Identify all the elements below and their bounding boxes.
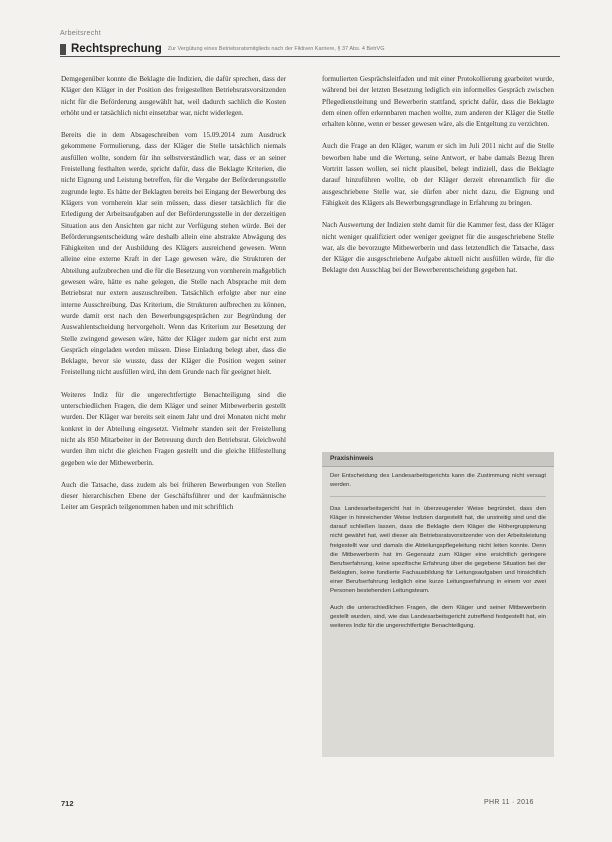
page-header xyxy=(60,42,560,57)
practice-note-paragraph: Auch die unterschiedlichen Fragen, die dem Kläger und seiner Mitbewerberin gestellt wurden, sind, wie das Landesarbeitsgericht zutreffend festgestellt hat, ein weiteres Indiz für die ungerechtfertigte Benachteiligung. xyxy=(330,605,546,630)
page-number: 712 xyxy=(61,799,74,808)
right-column xyxy=(322,74,554,288)
left-column xyxy=(61,74,286,525)
right-paragraph-3: Nach Auswertung der Indizien steht damit für die Kammer fest, dass der Kläger nicht weniger qualifiziert oder weniger geeignet für die ausgeschriebene Stelle war, als die bevorzugte Mitbewerberin und dass letztendlich die Tatsache, dass der Kläger die ausgeschriebene Aufgabe aktuell nicht ausfüllen würde, für die Beklagte den Ausschlag bei der Bewerberentscheidung gegeben hat. xyxy=(322,221,554,275)
practice-note-body xyxy=(322,467,554,631)
left-paragraph-1: Demgegenüber konnte die Beklagte die Indizien, die dafür sprechen, dass der Kläger den Kläger in der Position des freigestellten Betriebsratsvorsitzenden nicht für die Beförderung ausgewählt hat, weil dadurch sachlich die Kosten erhöht und er tatsächlich nicht einsetzbar war, nicht widerlegen. xyxy=(61,75,286,117)
header-subtitle: Zur Vergütung eines Betriebsratsmitglieds nach der Fiktiven Karriere, § 37 Abs. 4 BetrVG xyxy=(167,46,385,52)
left-paragraph-3: Weiteres Indiz für die ungerechtfertigte Benachteiligung sind die unterschiedlichen Fragen, die dem Kläger und seiner Mitbewerberin gestellt wurden. Der Kläger war bereits seit einem Jahr und drei Monaten nicht mehr konkret in der Abteilung eingesetzt. Vielmehr standen seit der Freistellung nicht als 850 Mitarbeiter in der Betreuung durch den Betriebsrat. Gleichwohl wurden ihm nicht die gleichen Fragen gestellt und die gleiche Hilfestellung gegeben wie der Mitbewerberin. xyxy=(61,390,286,467)
issue-reference: PHR 11 · 2016 xyxy=(484,799,534,806)
left-paragraph-4: Auch die Tatsache, dass zudem als bei früheren Bewerbungen von Stellen dieser hierarchischen Ebene der Geschäftsführer und der kaufmännische Leiter am Gespräch teilgenommen haben und mit schriftlich xyxy=(61,480,286,512)
right-paragraph-2: Auch die Frage an den Kläger, warum er sich im Juli 2011 nicht auf die Stelle beworben habe und die Wertung, seine Antwort, er habe damals Bezug Ihren Vortritt lassen wollen, sei nicht plausibel, belegt indiziell, dass die Beklagte darauf hinzuführen wollte, ob der Kläger derzeit ehrenamtlich für die ausgeschriebene Stelle war, sie dürfen aber nicht dazu, die Eignung und Fähigkeit des Klägers als Bewerbungsgrundlage in Erfahrung zu bringen. xyxy=(322,142,554,207)
header-marker xyxy=(60,44,66,55)
practice-note-heading: Praxishinweis xyxy=(322,452,554,467)
practice-note-box xyxy=(322,452,554,757)
right-paragraph-1: formulierten Gesprächsleitfaden und mit einer Protokollierung gearbeitet wurde, während bei der letzten Besetzung lediglich ein informelles Gespräch zwischen Pflegedienstleitung und Bewerberin stattfand, spricht dafür, dass die Beklagte dem einen offen erkennbaren machen wollte, zum anderen der Kläger die Stelle erhalten könne, wenn er besser gewesen wäre, als die Entgeltung zu verzichten. xyxy=(322,75,554,129)
left-paragraph-2: Bereits die in dem Absageschreiben vom 15.09.2014 zum Ausdruck gekommene Formulierung, dass der Kläger die Stelle tatsächlich niemals ausfüllen wollte, sondern für ihn selbstverständlich war, dass er an seiner Freistellung festhalten werde, spricht dafür, dass die Beklagte Kriterien, die nicht Eignung und Leistung betreffen, für die Vergabe der Beförderungsstelle zugrunde legte. Es hätte der Beklagten bereits bei Eingang der Bewerbung des Klägers von vornherein klar sein müssen, dass dieser tatsächlich für die Erledigung der Arbeitsaufgaben auf der Beförderungsstelle in der derzeitigen Situation aus den Ansichten gar nicht zur Verfügung stehen würde. Bei der Beförderungsentscheidung wäre deshalb allein eine abstrakte Abwägung des Fähigkeiten und der Ausbildung des Klägers ausreichend gewesen. Wenn alleine eine externe Kraft in der Lage gewesen wäre, die Strukturen der Abteilung aufzubrechen und die für die Besetzung von vornherein maßgeblich gewesen wäre, hätte es nahe gelegen, die Stelle nach Absprache mit dem Betriebsrat nur extern auszuschreiben. Tatsächlich erfolgte aber nur eine interne Ausschreibung. Das Kriterium, die Strukturen aufbrechen zu können, wurde damit erst nach den Bewerbungsgesprächen zur Begründung der Auswahlentscheidung hervorgeholt. Wenn das Kriterium zur Besetzung der Stelle zwingend gewesen wäre, hätte der Kläger zudem gar nicht erst zum Gespräch eingeladen werden müssen. Diese Einladung belegt aber, dass die Beklagte, bevor sie wusste, dass der Kläger die Position wegen seiner Freistellung nicht ausfüllen wird, ihn dem Grunde nach für geeignet hielt. xyxy=(61,131,286,377)
practice-note-lead: Der Entscheidung des Landesarbeitsgerichts kann die Zustimmung nicht versagt werden. xyxy=(330,472,546,497)
header-title: Rechtsprechung xyxy=(71,43,162,55)
practice-note-paragraph: Das Landesarbeitsgericht hat in überzeugender Weise begründet, dass den Kläger in hinreichender Weise Indizien dargestellt hat, die unstreitig sind und die darauf schließen lassen, dass die Beklagte dem Kläger die Höhergruppierung nicht gewährt hat, weil dieser als Betriebsratsvorsitzender von der Arbeitsleistung freigestellt war und damals die Abteilungspflegeleitung nicht leiten konnte. Denn die Mitbewerberin hat im Gegensatz zum Kläger eine ersichtlich geringere Berufserfahrung, keine spezifische Erfahrung über die gegebene Situation bei der Beklagten, keine fundierte Fachausbildung für Leitungsaufgaben und hinsichtlich einer Berufserfahrung lediglich eine kurze Leitungserfahrung in einem vor zwei Personen bestehenden Leitungsteam. xyxy=(330,506,546,595)
section-label: Arbeitsrecht xyxy=(60,30,101,37)
